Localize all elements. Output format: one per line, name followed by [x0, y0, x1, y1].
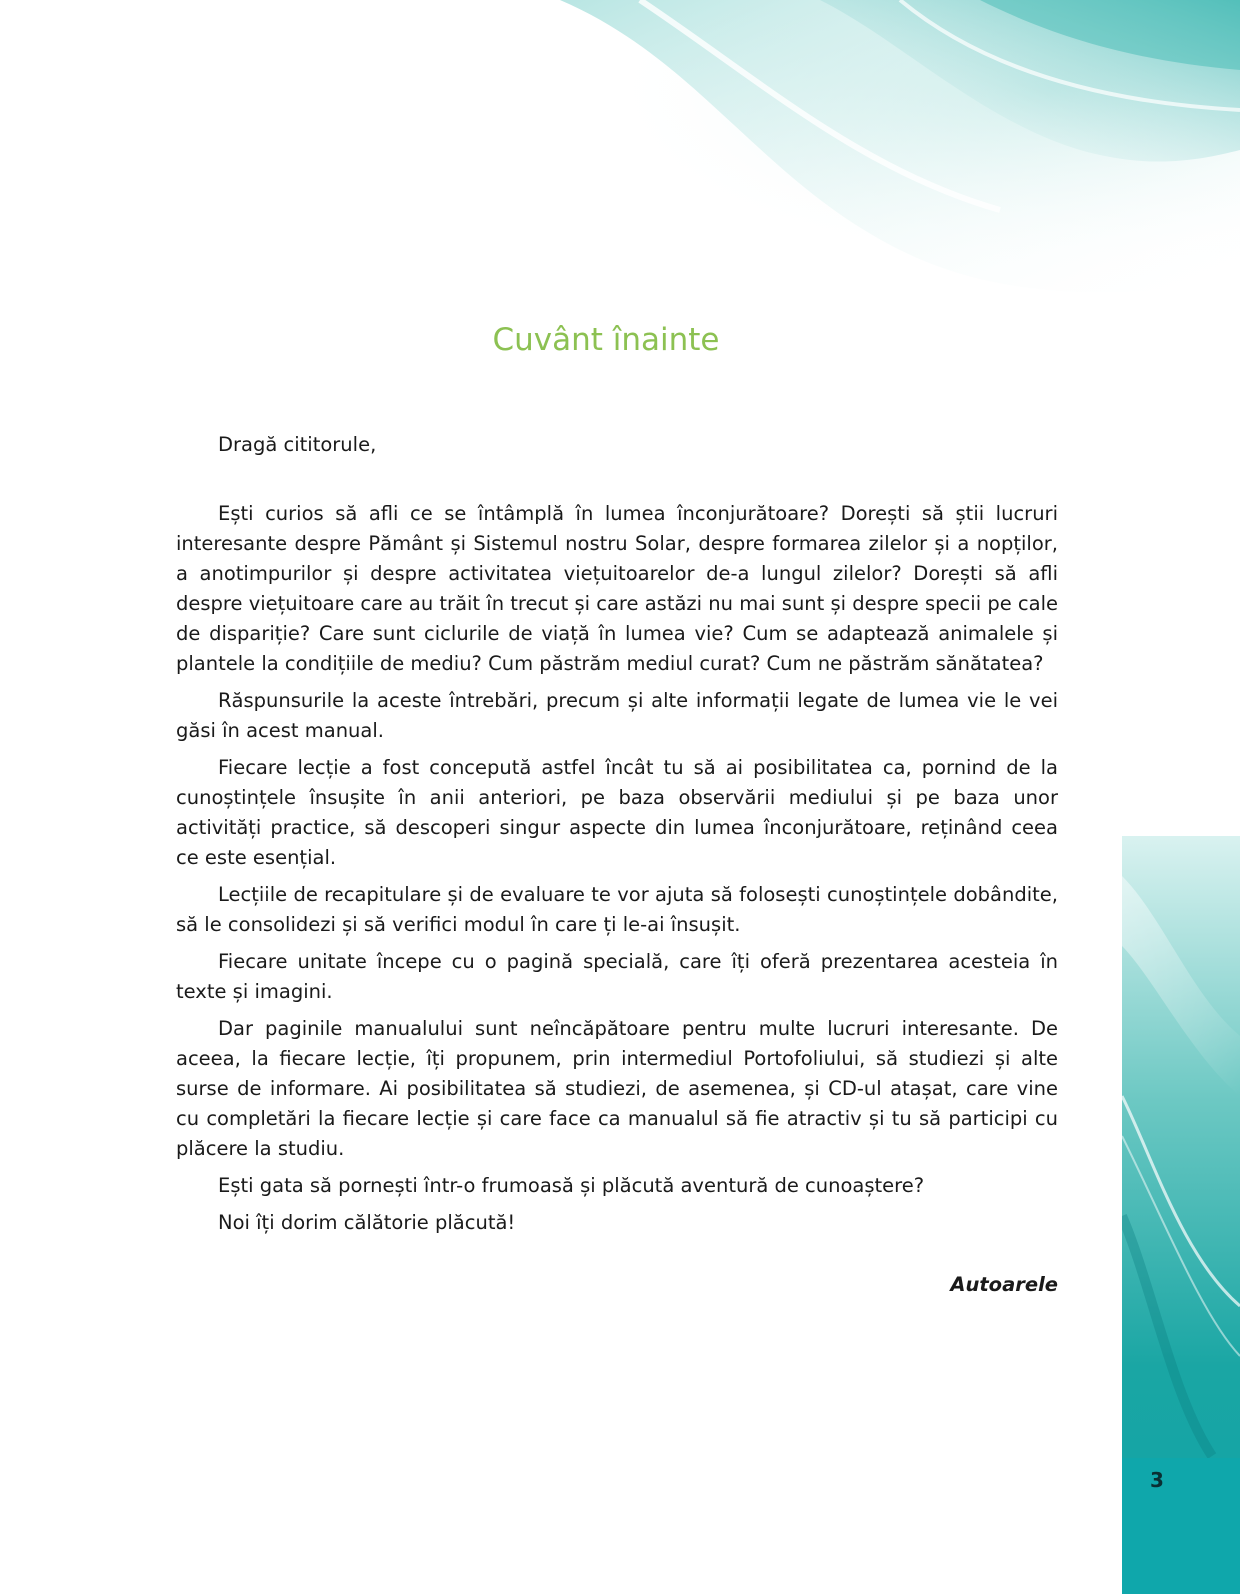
page-number: 3	[1150, 1468, 1164, 1492]
body-text	[176, 499, 1058, 1245]
paragraph: Fiecare lecție a fost concepută astfel încât tu să ai posibilitatea ca, pornind de la cunoștințele însușite în anii anteriori, pe baza observării mediului și pe baza unor activități practice, să descoperi singur aspecte din lumea înconjurătoare, reținând ceea ce este esențial.	[176, 756, 1058, 869]
paragraph: Dar paginile manualului sunt neîncăpătoare pentru multe lucruri interesante. De aceea, la fiecare lecție, îți propunem, prin intermediul Portofoliului, să studiezi și alte surse de informare. Ai posibilitatea să studiezi, de asemenea, și CD-ul atașat, care vine cu completări la fiecare lecție și care face ca manualul să fie atractiv și tu să participi cu plăcere la studiu.	[176, 1017, 1058, 1160]
decorative-swirl-top	[0, 0, 1240, 320]
page-title: Cuvânt înainte	[492, 322, 720, 358]
paragraph: Noi îți dorim călătorie plăcută!	[218, 1211, 516, 1234]
paragraph: Răspunsurile la aceste întrebări, precum și alte informații legate de lumea vie le vei găsi în acest manual.	[176, 689, 1058, 742]
signature: Autoarele	[950, 1273, 1058, 1296]
paragraph: Ești gata să pornești într-o frumoasă și plăcută aventură de cunoaștere?	[218, 1174, 925, 1197]
paragraph: Lecțiile de recapitulare și de evaluare te vor ajuta să folosești cunoștințele dobândite, să le consolidezi și să verifici modul în care ți le-ai însușit.	[176, 883, 1058, 936]
salutation: Dragă cititorule,	[218, 433, 377, 456]
paragraph: Fiecare unitate începe cu o pagină specială, care îți oferă prezentarea acesteia în texte și imagini.	[176, 950, 1058, 1003]
paragraph: Ești curios să afli ce se întâmplă în lumea înconjurătoare? Dorești să știi lucruri interesante despre Pământ și Sistemul nostru Solar, despre formarea zilelor și a nopților, a anotimpurilor și despre activitatea viețuitoarelor de-a lungul zilelor? Dorești să afli despre viețuitoare care au trăit în trecut și care astăzi nu mai sunt și despre specii pe cale de dispariție? Care sunt ciclurile de viață în lumea vie? Cum se adaptează animalele și plantele la condițiile de mediu? Cum păstrăm mediul curat? Cum ne păstrăm sănătatea?	[176, 502, 1058, 675]
